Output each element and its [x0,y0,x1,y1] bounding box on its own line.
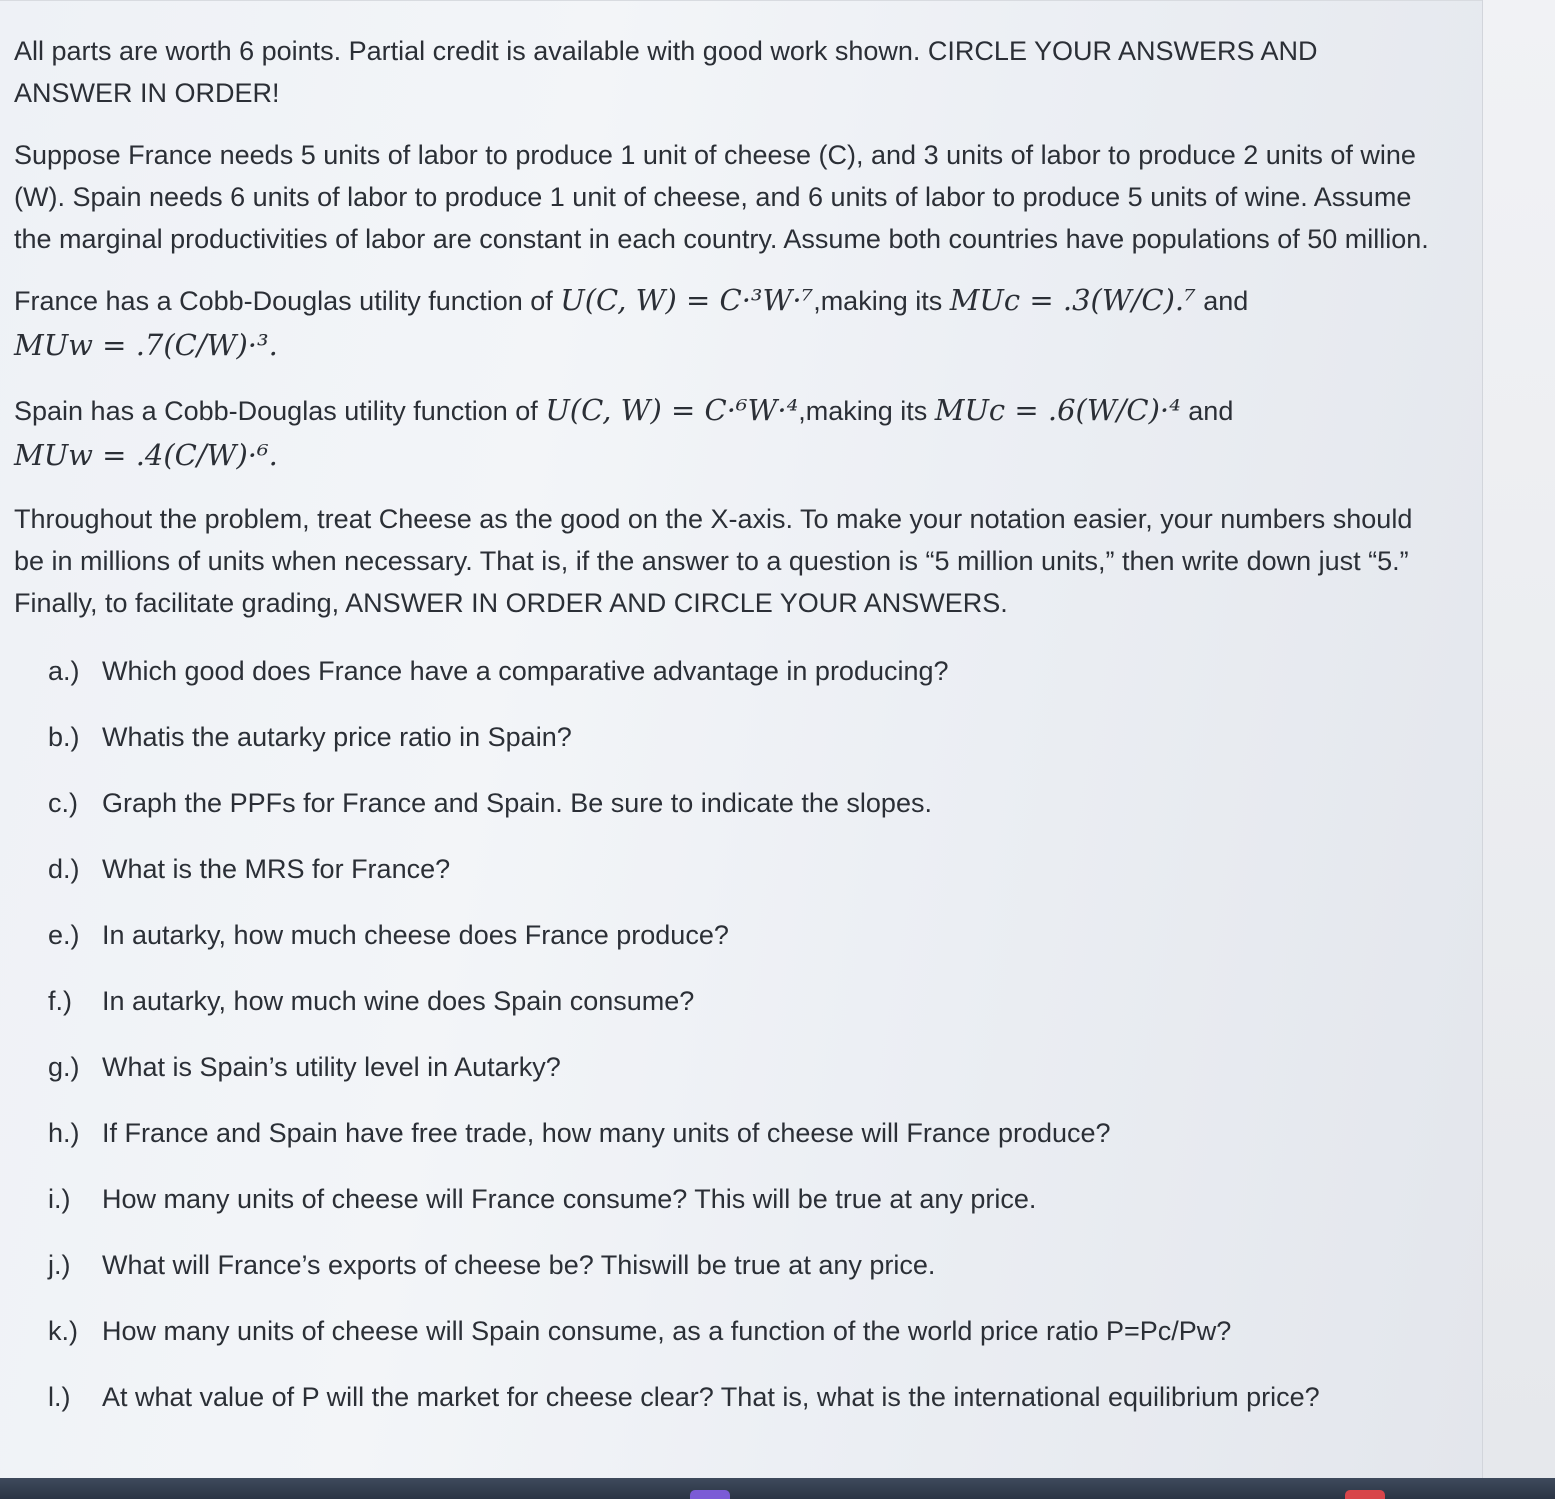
question-item [14,770,1434,836]
france-mid-text: ,making its [813,286,950,316]
spain-utility-paragraph [14,388,1434,478]
question-item [14,704,1434,770]
spain-and-text: and [1180,396,1234,426]
question-item [14,1100,1434,1166]
question-list [14,638,1434,1430]
question-text: At what value of P will the market for cheese clear? That is, what is the international equilibrium price? [102,1382,1320,1412]
scroll-margin [1482,0,1555,1478]
question-letter: a.) [48,656,80,686]
question-text: In autarky, how much wine does Spain consume? [102,986,695,1016]
question-text: Whatis the autarky price ratio in Spain? [102,722,572,752]
question-text: How many units of cheese will Spain consume, as a function of the world price ratio P=Pc/Pw? [102,1316,1232,1346]
france-utility-paragraph [14,278,1434,368]
france-lead-text: France has a Cobb-Douglas utility function of [14,286,561,316]
question-letter: l.) [48,1382,71,1412]
question-item [14,1034,1434,1100]
question-item [14,1298,1434,1364]
france-utility-formula: U(C, W) = C·³W·⁷ [560,283,814,317]
question-letter: j.) [48,1250,71,1280]
taskbar-icon[interactable] [1345,1490,1385,1499]
question-item [14,836,1434,902]
question-text: How many units of cheese will France consume? This will be true at any price. [102,1184,1037,1214]
question-item [14,1232,1434,1298]
setup-paragraph: Suppose France needs 5 units of labor to produce 1 unit of cheese (C), and 3 units of labor to produce 2 units of wine (W). Spain needs 6 units of labor to produce 1 unit of cheese, and 6 units of labor to produce 5 units of wine. Assume the marginal productivities of labor are constant in each country. Assume both countries have populations of 50 million. [14,140,1429,254]
question-item [14,968,1434,1034]
question-letter: i.) [48,1184,71,1214]
question-letter: g.) [48,1052,80,1082]
taskbar-icon[interactable] [690,1490,730,1499]
spain-utility-formula: U(C, W) = C·⁶W·⁴ [545,393,799,427]
spain-muc-formula: MUc = .6(W/C)·⁴ [934,393,1181,427]
question-letter: h.) [48,1118,80,1148]
spain-mid-text: ,making its [798,396,935,426]
question-item [14,1364,1434,1430]
question-letter: f.) [48,986,72,1016]
taskbar [0,1478,1555,1499]
question-text: Which good does France have a comparative advantage in producing? [102,656,949,686]
question-letter: d.) [48,854,80,884]
problem-set [14,30,1434,1430]
france-muw-formula: MUw = .7(C/W)·³. [14,328,278,362]
question-item [14,902,1434,968]
question-text: In autarky, how much cheese does France produce? [102,920,729,950]
question-letter: e.) [48,920,80,950]
france-and-text: and [1195,286,1249,316]
question-text: What is Spain’s utility level in Autarky? [102,1052,561,1082]
question-text: If France and Spain have free trade, how many units of cheese will France produce? [102,1118,1111,1148]
question-text: Graph the PPFs for France and Spain. Be sure to indicate the slopes. [102,788,932,818]
question-letter: b.) [48,722,80,752]
france-muc-formula: MUc = .3(W/C).⁷ [949,283,1196,317]
question-text: What is the MRS for France? [102,854,451,884]
question-letter: c.) [48,788,78,818]
question-item [14,638,1434,704]
spain-lead-text: Spain has a Cobb-Douglas utility function of [14,396,546,426]
question-text: What will France’s exports of cheese be? Thiswill be true at any price. [102,1250,936,1280]
spain-muw-formula: MUw = .4(C/W)·⁶. [14,438,278,472]
instructions-paragraph: All parts are worth 6 points. Partial credit is available with good work shown. CIRCLE YOUR ANSWERS AND ANSWER IN ORDER! [14,36,1318,108]
question-letter: k.) [48,1316,78,1346]
question-item [14,1166,1434,1232]
notation-paragraph: Throughout the problem, treat Cheese as the good on the X-axis. To make your notation easier, your numbers should be in millions of units when necessary. That is, if the answer to a question is “5 million units,” then write down just “5.” Finally, to facilitate grading, ANSWER IN ORDER AND CIRCLE YOUR ANSWERS. [14,504,1413,618]
